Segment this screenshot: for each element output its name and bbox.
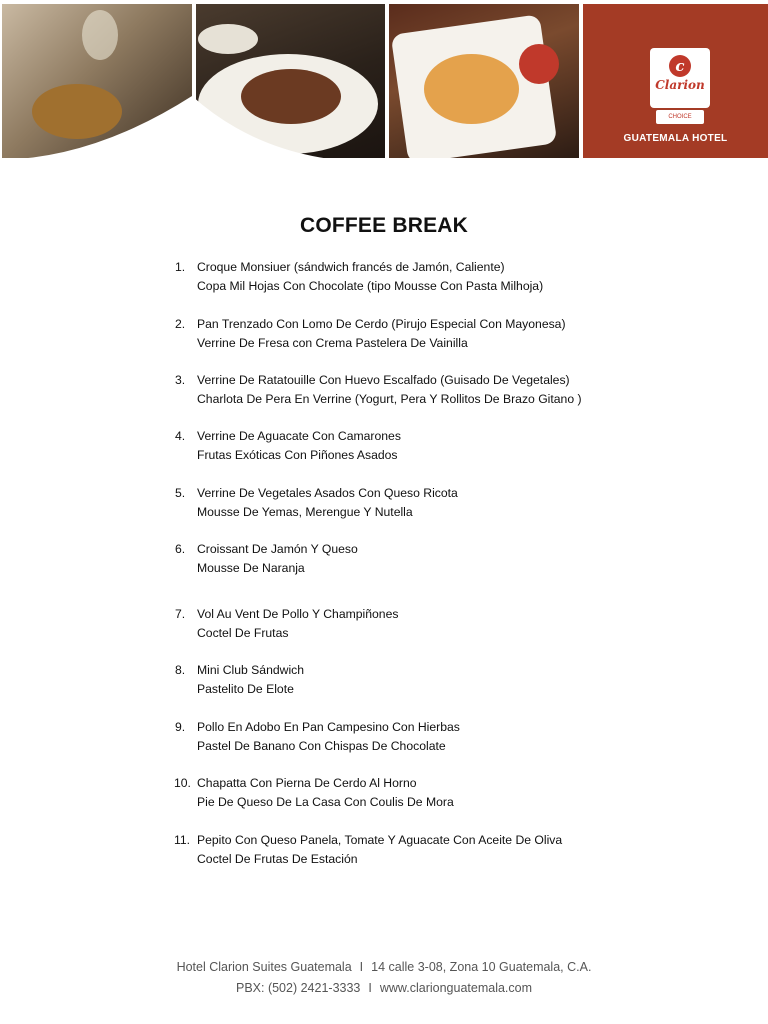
menu-item-dessert: Pastelito De Elote: [197, 682, 294, 696]
menu-item-dessert: Frutas Exóticas Con Piñones Asados: [197, 448, 398, 462]
footer-website-link[interactable]: www.clarionguatemala.com: [379, 981, 533, 995]
menu-item-number: 6.: [175, 542, 186, 556]
header-banner: [0, 0, 768, 160]
menu-item-number: 11.: [174, 833, 191, 847]
menu-item-savory: Vol Au Vent De Pollo Y Champiñones: [197, 607, 399, 621]
menu-item-dessert: Mousse De Naranja: [197, 561, 305, 575]
menu-item-savory: Verrine De Aguacate Con Camarones: [197, 429, 401, 443]
menu-item-number: 10.: [174, 776, 191, 790]
menu-item-savory: Pepito Con Queso Panela, Tomate Y Aguacate Con Aceite De Oliva: [197, 833, 563, 847]
menu-item-savory: Croissant De Jamón Y Queso: [197, 542, 358, 556]
menu-item-number: 7.: [175, 607, 186, 621]
menu-item-savory: Verrine De Ratatouille Con Huevo Escalfado (Guisado De Vegetales): [197, 373, 570, 387]
menu-item-dessert: Copa Mil Hojas Con Chocolate (tipo Mousse Con Pasta Milhoja): [197, 279, 544, 293]
menu-item-number: 9.: [175, 720, 186, 734]
footer-separator: I: [368, 981, 372, 995]
menu-item-dessert: Pastel De Banano Con Chispas De Chocolate: [197, 739, 446, 753]
menu-item-number: 8.: [175, 663, 186, 677]
menu-item-number: 5.: [175, 486, 186, 500]
clarion-logo: [650, 48, 710, 108]
footer-hotel-name: Hotel Clarion Suites Guatemala: [176, 960, 352, 974]
menu-item-number: 2.: [175, 317, 186, 331]
menu-item-dessert: Coctel De Frutas De Estación: [197, 852, 358, 866]
clarion-logo-text: Clarion: [655, 78, 705, 92]
menu-item-number: 4.: [175, 429, 186, 443]
menu-item-number: 3.: [175, 373, 186, 387]
menu-item-dessert: Mousse De Yemas, Merengue Y Nutella: [197, 505, 413, 519]
clarion-logo-mark: c: [669, 55, 691, 77]
footer-line-contact: [0, 981, 768, 995]
footer-separator: I: [359, 960, 364, 974]
footer-line-address: [0, 960, 768, 974]
menu-item-savory: Mini Club Sándwich: [197, 663, 305, 677]
menu-item-savory: Pollo En Adobo En Pan Campesino Con Hierbas: [197, 720, 460, 734]
page-title: COFFEE BREAK: [299, 214, 469, 237]
menu-item-dessert: Coctel De Frutas: [197, 626, 289, 640]
menu-item-savory: Verrine De Vegetales Asados Con Queso Ricota: [197, 486, 458, 500]
footer-address: 14 calle 3-08, Zona 10 Guatemala, C.A.: [371, 960, 592, 974]
choice-hotels-badge: CHOICE: [656, 110, 704, 124]
menu-item-savory: Croque Monsiuer (sándwich francés de Jamón, Caliente): [197, 260, 505, 274]
menu-item-dessert: Charlota De Pera En Verrine (Yogurt, Pera Y Rollitos De Brazo Gitano ): [197, 392, 582, 406]
menu-item-dessert: Verrine De Fresa con Crema Pastelera De Vainilla: [197, 336, 468, 350]
menu-item-savory: Chapatta Con Pierna De Cerdo Al Horno: [197, 776, 417, 790]
hotel-tagline: GUATEMALA HOTEL: [623, 133, 728, 144]
menu-item-dessert: Pie De Queso De La Casa Con Coulis De Mora: [197, 795, 454, 809]
menu-item-number: 1.: [175, 260, 186, 274]
menu-item-savory: Pan Trenzado Con Lomo De Cerdo (Pirujo Especial Con Mayonesa): [197, 317, 566, 331]
footer-phone: PBX: (502) 2421-3333: [235, 981, 361, 995]
